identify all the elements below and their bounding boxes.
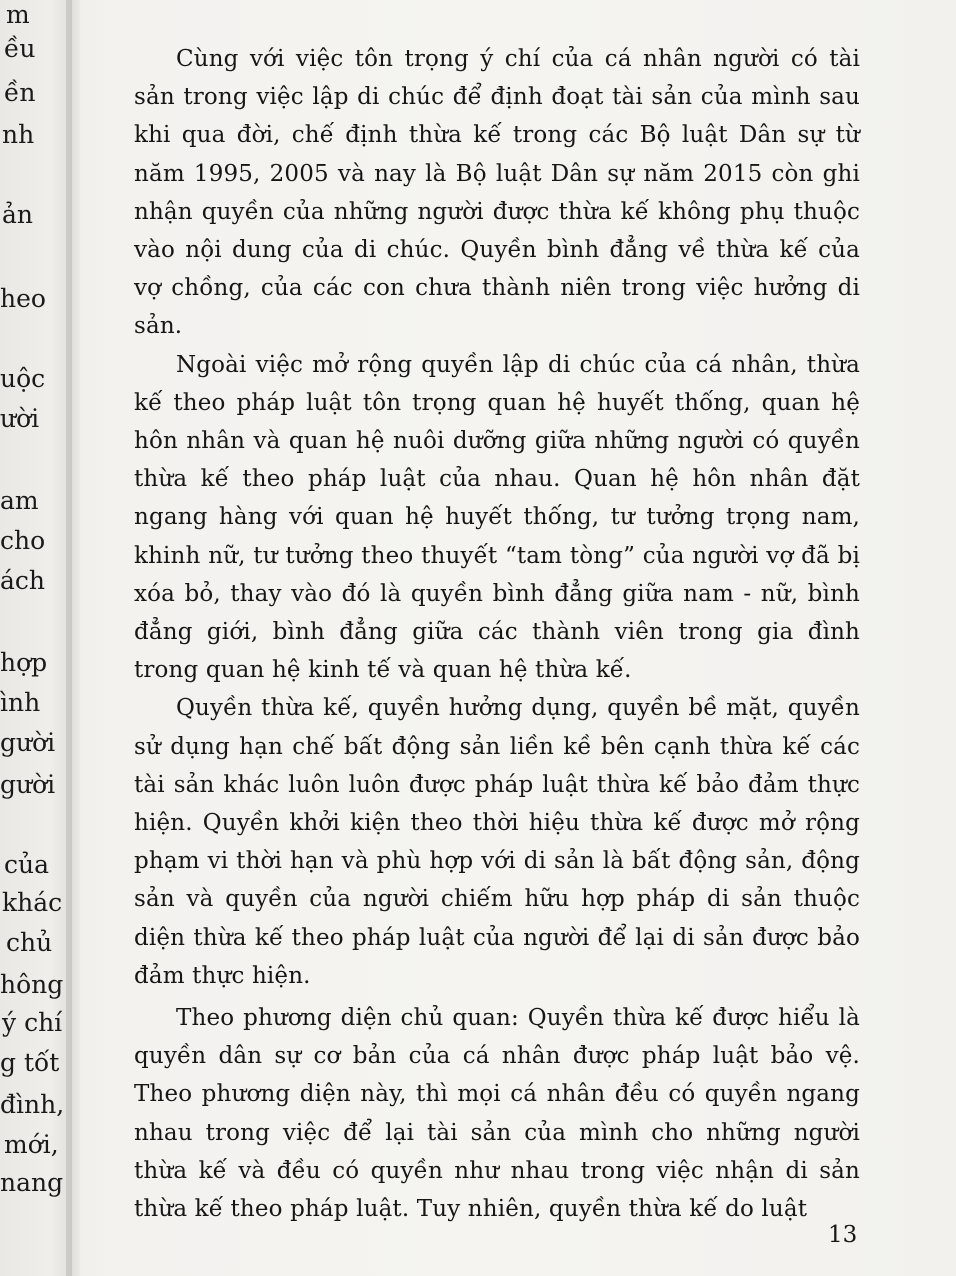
left-fragment: chủ [6, 928, 53, 957]
left-fragment: cho [0, 526, 46, 555]
book-gutter-shadow [66, 0, 80, 1276]
paragraph: Theo phương diện chủ quan: Quyền thừa kế được hiểu là quyền dân sự cơ bản của cá nhân được pháp luật bảo vệ. Theo phương diện này, thì mọi cá nhân đều có quyền ngang nhau trong việc để lại tài sản của mình cho những người thừa kế và đều có quyền như nhau trong việc nhận di sản thừa kế theo pháp luật. Tuy nhiên, quyền thừa kế do luật [134, 1005, 860, 1223]
left-fragment: g tốt [0, 1048, 60, 1077]
left-fragment: ền [4, 78, 36, 107]
left-fragment: ý chí [2, 1008, 63, 1037]
left-fragment: của [4, 850, 50, 879]
paragraph: Quyền thừa kế, quyền hưởng dụng, quyền bề mặt, quyền sử dụng hạn chế bất động sản liền kề bên cạnh thừa kế các tài sản khác luôn luôn được pháp luật thừa kế bảo đảm thực hiện. Quyền khởi kiện theo thời hiệu thừa kế được mở rộng phạm vi thời hạn và phù hợp với di sản là bất động sản, động sản và quyền của người chiếm hữu hợp pháp di sản thuộc diện thừa kế theo pháp luật của người để lại di sản được bảo đảm thực hiện. [134, 695, 860, 989]
left-fragment: am [0, 486, 39, 515]
left-fragment: ách [0, 566, 46, 595]
page-number: 13 [828, 1222, 858, 1248]
left-fragment: nang [0, 1168, 64, 1197]
left-fragment: hông [0, 970, 64, 999]
adjacent-page-strip [0, 0, 72, 1276]
left-fragment: khác [2, 888, 63, 917]
left-fragment: nh [2, 120, 35, 149]
left-fragment: mới, [4, 1130, 59, 1159]
left-fragment: gười [0, 770, 56, 799]
left-fragment: đình, [0, 1090, 65, 1119]
page-body-text [134, 40, 860, 1228]
left-fragment: ình [0, 688, 41, 717]
left-fragment: ều [4, 34, 36, 63]
paragraph: Cùng với việc tôn trọng ý chí của cá nhân người có tài sản trong việc lập di chúc để định đoạt tài sản của mình sau khi qua đời, chế định thừa kế trong các Bộ luật Dân sự từ năm 1995, 2005 và nay là Bộ luật Dân sự năm 2015 còn ghi nhận quyền của những người được thừa kế không phụ thuộc vào nội dung của di chúc. Quyền bình đẳng về thừa kế của vợ chồng, của các con chưa thành niên trong việc hưởng di sản. [134, 46, 860, 340]
left-fragment: gười [0, 728, 56, 757]
left-fragment: heo [0, 284, 46, 313]
left-fragment: hợp [0, 648, 48, 677]
left-fragment: ười [0, 404, 40, 433]
left-fragment: ản [2, 200, 34, 229]
left-fragment: uộc [0, 364, 46, 393]
paragraph: Ngoài việc mở rộng quyền lập di chúc của cá nhân, thừa kế theo pháp luật tôn trọng quan hệ huyết thống, quan hệ hôn nhân và quan hệ nuôi dưỡng giữa những người có quyền thừa kế theo pháp luật của nhau. Quan hệ hôn nhân đặt ngang hàng với quan hệ huyết thống, tư tưởng trọng nam, khinh nữ, tư tưởng theo thuyết “tam tòng” của người vợ đã bị xóa bỏ, thay vào đó là quyền bình đẳng giữa nam - nữ, bình đẳng giới, bình đẳng giữa các thành viên trong gia đình trong quan hệ kinh tế và quan hệ thừa kế. [134, 351, 860, 684]
left-fragment: m [6, 0, 30, 29]
